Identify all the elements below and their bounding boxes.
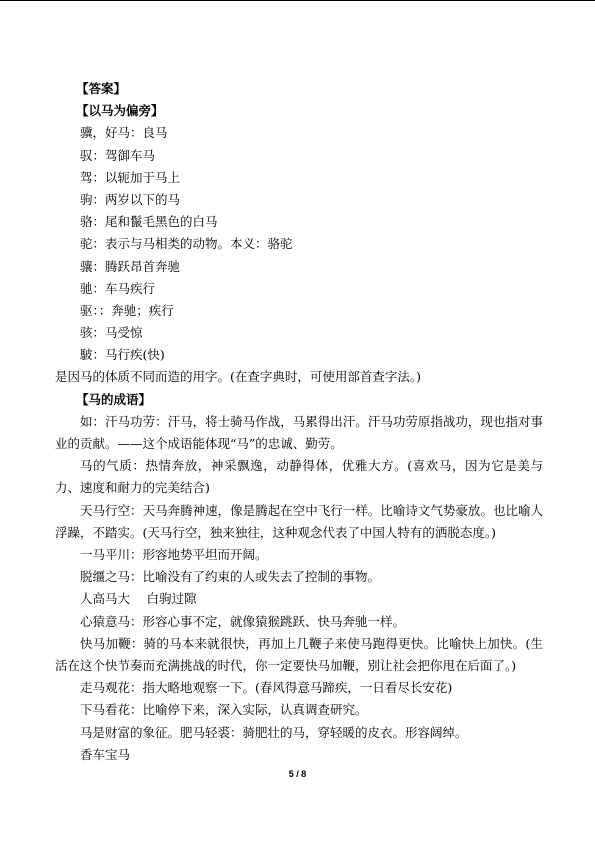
radical-line: 骆：尾和鬣毛黑色的白马: [80, 214, 218, 230]
radical-line: 驭：驾御车马: [80, 147, 156, 163]
idiom-paragraph: 马是财富的象征。肥马轻裘：骑肥壮的马，穿轻暖的皮衣。形容阔绰。: [80, 724, 468, 740]
idioms-heading: 【马的成语】: [76, 391, 152, 407]
radical-line: 骇：马受惊: [80, 325, 143, 341]
idiom-paragraph: 香车宝马: [80, 746, 131, 762]
answer-heading: 【答案】: [76, 81, 127, 96]
radical-line: 駊：马行疾(快): [80, 347, 165, 363]
idiom-paragraph: 心猿意马：形容心事不定，就像猿猴跳跃、快马奔驰一样。: [80, 613, 406, 629]
idiom-paragraph: 一马平川：形容地势平坦而开阔。: [80, 547, 268, 563]
radical-line: 驱：：奔驰；疾行: [80, 302, 174, 318]
page-content: [55, 78, 543, 766]
radical-line: 骧：腾跃昂首奔驰: [80, 258, 181, 274]
idiom-paragraph: 脱缰之马：比喻没有了约束的人或失去了控制的事物。: [80, 569, 381, 585]
idiom-paragraph: 天马行空：天马奔腾神速，像是腾起在空中飞行一样。比喻诗文气势豪放。也比喻人浮躁，不踏实。(天马行空，独来独往，这种观念代表了中国人特有的洒脱态度。): [55, 502, 543, 540]
radical-line: 驾：以轭加于马上: [80, 169, 181, 185]
radical-heading: 【以马为偏旁】: [76, 103, 164, 119]
radical-note: 是因马的体质不同而造的用字。(在查字典时，可使用部首查字法。): [55, 369, 422, 385]
idiom-paragraph: 快马加鞭：骑的马本来就很快，再加上几鞭子来使马跑得更快。比喻快上加快。(生活在这个快节奏而充满挑战的时代，你一定要快马加鞭，别让社会把你甩在后面了。): [55, 635, 543, 674]
idiom-paragraph: 如：汗马功劳：汗马，将士骑马作战，马累得出汗。汗马功劳原指战功，现也指对事业的贡献。——这个成语能体现“马”的忠诚、勤劳。: [55, 413, 543, 452]
radical-line: 驹：两岁以下的马: [80, 191, 181, 207]
idiom-paragraph: 走马观花：指大略地观察一下。(春风得意马蹄疾，一日看尽长安花): [80, 680, 453, 696]
radical-line: 驰：车马疾行: [80, 280, 156, 296]
radical-line: 骥，好马：良马: [80, 125, 168, 141]
page-number: 5 / 8: [288, 769, 307, 779]
idiom-paragraph: 人高马大 白驹过隙: [80, 591, 197, 607]
radical-line: 驼：表示与马相类的动物。本义：骆驼: [80, 236, 293, 252]
idiom-paragraph: 下马看花：比喻停下来，深入实际，认真调查研究。: [80, 702, 368, 718]
idiom-paragraph: 马的气质：热情奔放，神采飘逸，动静得体，优雅大方。(喜欢马，因为它是美与力、速度和耐力的完美结合): [55, 458, 543, 496]
top-border-line: [0, 0, 595, 1]
